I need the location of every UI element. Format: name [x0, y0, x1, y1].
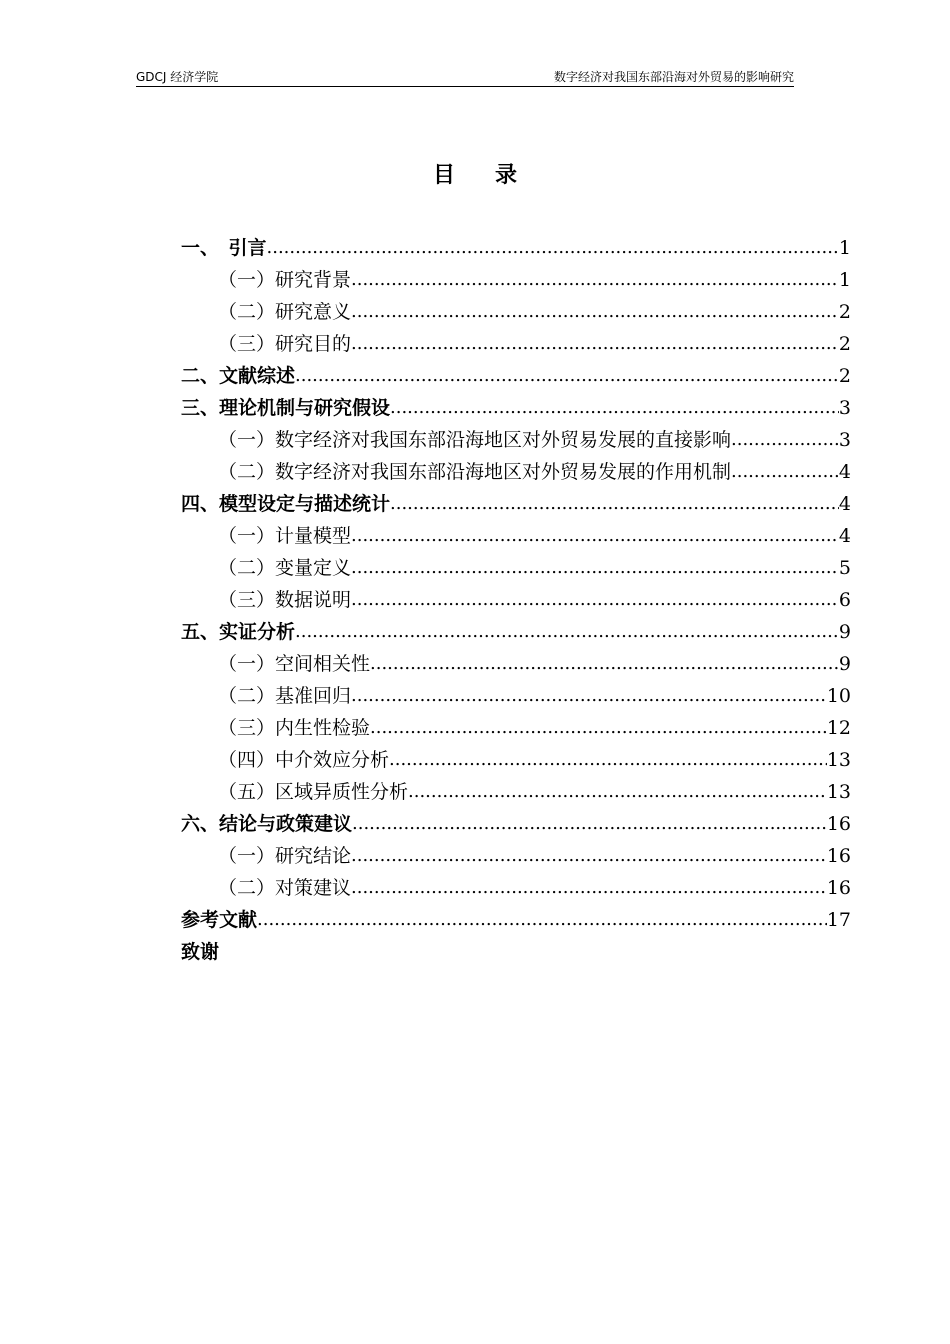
toc-entry[interactable]	[181, 808, 851, 840]
toc-leader-dots	[351, 296, 839, 328]
toc-entry-page-number: 2	[838, 333, 851, 355]
toc-entry[interactable]	[181, 712, 851, 744]
toc-entry[interactable]	[181, 456, 851, 488]
toc-entry-page-number: 16	[826, 845, 851, 867]
header-left-text: GDCJ 经济学院	[136, 70, 219, 84]
toc-entry-label: （一）空间相关性	[218, 653, 371, 675]
toc-leader-dots	[351, 680, 827, 712]
toc-leader-dots	[351, 872, 827, 904]
toc-entry-page-number: 4	[838, 525, 851, 547]
toc-entry[interactable]	[181, 328, 851, 360]
toc-entry-label: （一）数字经济对我国东部沿海地区对外贸易发展的直接影响	[218, 429, 732, 451]
toc-entry-page-number: 16	[826, 877, 851, 899]
toc-entry-page-number: 3	[838, 429, 851, 451]
toc-leader-dots	[408, 776, 827, 808]
toc-leader-dots	[731, 424, 839, 456]
toc-leader-dots	[389, 744, 827, 776]
toc-entry[interactable]	[181, 392, 851, 424]
toc-entry[interactable]	[181, 872, 851, 904]
toc-entry-page-number: 4	[838, 461, 851, 483]
toc-entry[interactable]	[181, 424, 851, 456]
table-of-contents	[181, 232, 851, 968]
toc-entry[interactable]	[181, 360, 851, 392]
toc-entry[interactable]	[181, 296, 851, 328]
toc-entry[interactable]	[181, 584, 851, 616]
toc-leader-dots	[257, 904, 827, 936]
toc-entry-page-number: 9	[838, 653, 851, 675]
toc-entry[interactable]	[181, 680, 851, 712]
toc-leader-dots	[351, 264, 839, 296]
toc-entry[interactable]	[181, 552, 851, 584]
toc-entry-label: （二）变量定义	[218, 557, 352, 579]
toc-entry-page-number: 2	[838, 365, 851, 387]
toc-leader-dots	[351, 520, 839, 552]
toc-entry-label: 六、结论与政策建议	[181, 813, 353, 835]
toc-entry-label: （二）对策建议	[218, 877, 352, 899]
toc-title: 目录	[432, 163, 557, 188]
toc-leader-dots	[295, 616, 839, 648]
toc-leader-dots	[352, 808, 827, 840]
toc-entry-label: 五、实证分析	[181, 621, 296, 643]
toc-entry-label: 三、理论机制与研究假设	[181, 397, 391, 419]
toc-entry[interactable]	[181, 232, 851, 264]
toc-entry-label: 一、 引言	[181, 237, 267, 259]
toc-entry[interactable]	[181, 744, 851, 776]
toc-entry-label: 参考文献	[181, 909, 258, 931]
toc-entry-page-number: 13	[826, 781, 851, 803]
toc-entry-label: （四）中介效应分析	[218, 749, 390, 771]
toc-entry[interactable]	[181, 488, 851, 520]
toc-entry[interactable]	[181, 840, 851, 872]
toc-entry-page-number: 1	[838, 237, 851, 259]
toc-leader-dots	[370, 712, 827, 744]
toc-leader-dots	[351, 840, 827, 872]
toc-leader-dots	[295, 360, 839, 392]
toc-entry-label: 二、文献综述	[181, 365, 296, 387]
toc-entry-label: （三）研究目的	[218, 333, 352, 355]
toc-entry[interactable]	[181, 648, 851, 680]
toc-entry-label: （二）研究意义	[218, 301, 352, 323]
toc-entry-label: （一）研究结论	[218, 845, 352, 867]
toc-entry[interactable]	[181, 616, 851, 648]
toc-leader-dots	[267, 232, 839, 264]
header-right-text: 数字经济对我国东部沿海对外贸易的影响研究	[553, 70, 794, 84]
toc-entry-page-number: 4	[838, 493, 851, 515]
toc-entry[interactable]	[181, 264, 851, 296]
toc-entry-label: （五）区域异质性分析	[218, 781, 409, 803]
toc-entry-page-number: 13	[826, 749, 851, 771]
toc-entry-label: （一）计量模型	[218, 525, 352, 547]
toc-entry[interactable]	[181, 936, 851, 968]
toc-entry-page-number: 17	[826, 909, 851, 931]
toc-leader-dots	[731, 456, 839, 488]
toc-entry-page-number: 1	[838, 269, 851, 291]
toc-entry-page-number: 10	[826, 685, 851, 707]
toc-entry-label: （二）数字经济对我国东部沿海地区对外贸易发展的作用机制	[218, 461, 732, 483]
toc-entry-page-number: 16	[826, 813, 851, 835]
toc-leader-dots	[370, 648, 839, 680]
page-header	[136, 70, 794, 87]
toc-entry[interactable]	[181, 904, 851, 936]
toc-entry-page-number: 6	[838, 589, 851, 611]
toc-entry[interactable]	[181, 520, 851, 552]
toc-entry-page-number: 2	[838, 301, 851, 323]
toc-entry-label: （三）内生性检验	[218, 717, 371, 739]
toc-entry-label: （二）基准回归	[218, 685, 352, 707]
toc-entry-page-number: 3	[838, 397, 851, 419]
toc-entry[interactable]	[181, 776, 851, 808]
toc-leader-dots	[390, 488, 839, 520]
toc-entry-page-number: 5	[838, 557, 851, 579]
toc-entry-label: 四、模型设定与描述统计	[181, 493, 391, 515]
toc-entry-label: 致谢	[181, 941, 220, 963]
toc-leader-dots	[351, 584, 839, 616]
toc-entry-label: （一）研究背景	[218, 269, 352, 291]
toc-leader-dots	[351, 328, 839, 360]
toc-entry-page-number: 9	[838, 621, 851, 643]
toc-entry-label: （三）数据说明	[218, 589, 352, 611]
toc-entry-page-number: 12	[826, 717, 851, 739]
toc-leader-dots	[390, 392, 839, 424]
toc-leader-dots	[351, 552, 839, 584]
